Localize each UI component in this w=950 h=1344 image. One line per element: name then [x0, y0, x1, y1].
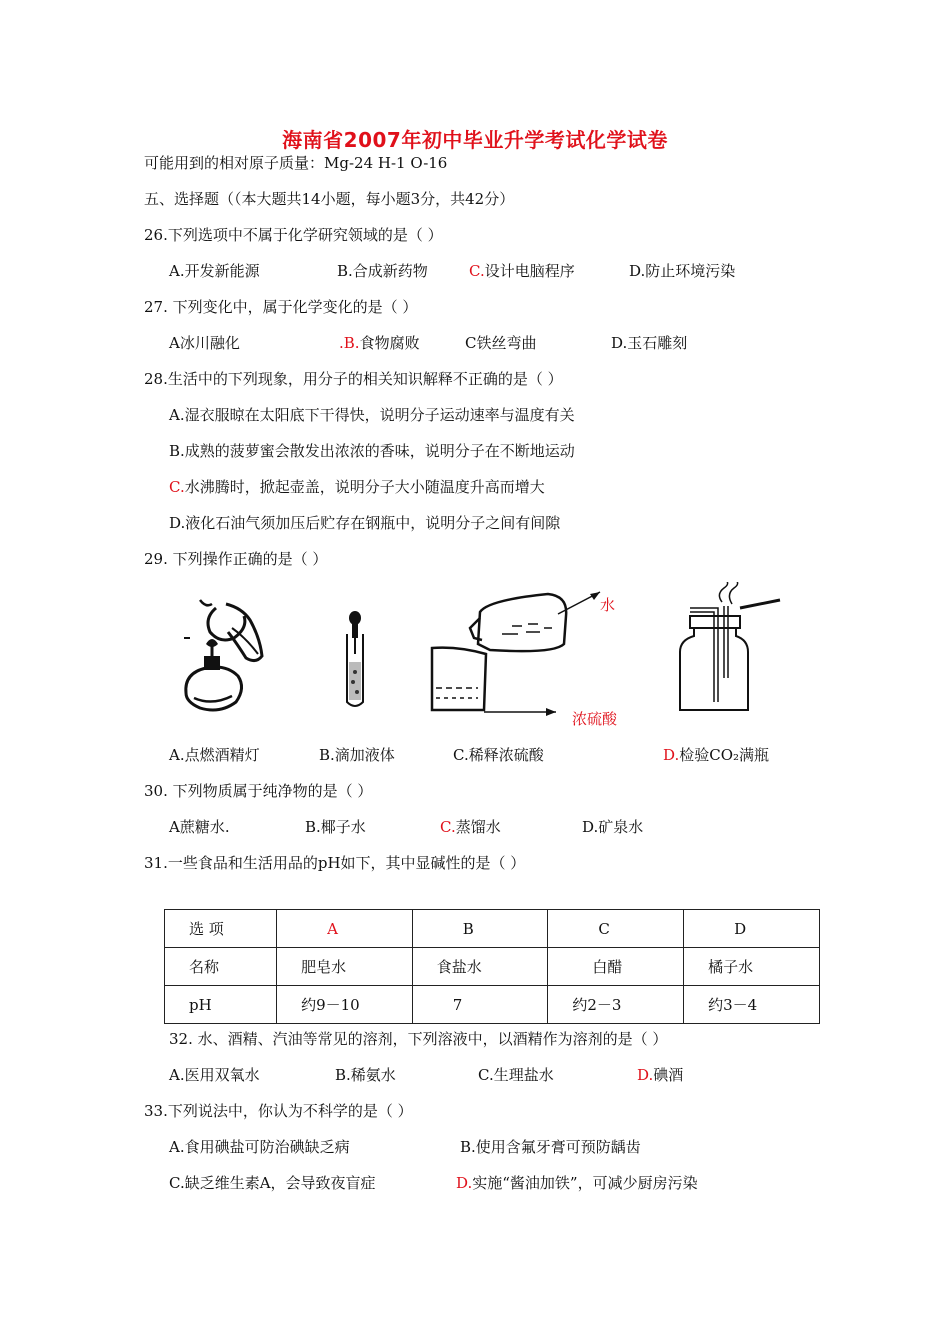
- q30-option-b: B.椰子水: [305, 818, 366, 836]
- q32-option-a: A.医用双氧水: [169, 1066, 260, 1084]
- page-title: 海南省2007年初中毕业升学考试化学试卷: [282, 128, 668, 152]
- question-31-stem: 31.一些食品和生活用品的pH如下，其中显碱性的是（ ）: [144, 854, 526, 872]
- q29-option-a: A.点燃酒精灯: [169, 746, 260, 764]
- atomic-masses: 可能用到的相对原子质量：Mg-24 H-1 O-16: [144, 154, 448, 172]
- ph-table: [164, 909, 820, 1024]
- question-26-stem: 26.下列选项中不属于化学研究领域的是（ ）: [144, 226, 443, 244]
- q26-option-b: B.合成新药物: [337, 262, 428, 280]
- table-row: [165, 910, 820, 948]
- question-28-stem: 28.生活中的下列现象，用分子的相关知识解释不正确的是（ ）: [144, 370, 563, 388]
- col-c-letter: C: [548, 910, 684, 948]
- section-heading: 五、选择题（（本大题共14小题，每小题3分，共42分）: [144, 190, 515, 208]
- question-33-stem: 33.下列说法中，你认为不科学的是（ ）: [144, 1102, 413, 1120]
- col-a-letter: A: [277, 910, 413, 948]
- name-a: 肥皂水: [277, 948, 413, 986]
- q30-option-c: C.蒸馏水: [440, 818, 501, 836]
- q30-option-a: A蔗糖水.: [169, 818, 230, 836]
- table-row: [165, 986, 820, 1024]
- figure-a-lighting-lamp: [176, 598, 280, 718]
- name-d: 橘子水: [684, 948, 820, 986]
- label-concentrated-sulfuric-acid: 浓硫酸: [572, 710, 618, 728]
- q29-option-b: B.滴加液体: [319, 746, 395, 764]
- figure-d-co2-test: [672, 582, 784, 712]
- row-label-ph: pH: [165, 986, 277, 1024]
- name-c: 白醋: [548, 948, 684, 986]
- q27-option-a: A冰川融化: [169, 334, 240, 352]
- q32-option-d: D.碘酒: [637, 1066, 684, 1084]
- q28-option-d: D.液化石油气须加压后贮存在钢瓶中，说明分子之间有间隙: [169, 514, 561, 532]
- q33-option-b: B.使用含氟牙膏可预防龋齿: [460, 1138, 641, 1156]
- question-30-stem: 30. 下列物质属于纯净物的是（ ）: [144, 782, 373, 800]
- label-water: 水: [600, 596, 616, 614]
- ph-b: 7: [412, 986, 548, 1024]
- figure-c-diluting-acid: [428, 588, 668, 730]
- q33-option-a: A.食用碘盐可防治碘缺乏病: [169, 1138, 350, 1156]
- col-b-letter: B: [412, 910, 548, 948]
- question-29-stem: 29. 下列操作正确的是（ ）: [144, 550, 328, 568]
- figure-b-dropper: [340, 610, 370, 710]
- row-label-option: 选 项: [165, 910, 277, 948]
- row-label-name: 名称: [165, 948, 277, 986]
- q33-option-d: D.实施“酱油加铁”，可减少厨房污染: [456, 1174, 698, 1192]
- ph-c: 约2－3: [548, 986, 684, 1024]
- q30-option-d: D.矿泉水: [582, 818, 644, 836]
- col-d-letter: D: [684, 910, 820, 948]
- answer-letter: C.: [169, 478, 185, 496]
- answer-letter: C.: [440, 818, 456, 836]
- q27-option-b: .B.食物腐败: [339, 334, 420, 352]
- q28-option-c: C.水沸腾时，掀起壶盖，说明分子大小随温度升高而增大: [169, 478, 545, 496]
- ph-d: 约3－4: [684, 986, 820, 1024]
- question-32-stem: 32. 水、酒精、汽油等常见的溶剂，下列溶液中，以酒精作为溶剂的是（ ）: [169, 1030, 668, 1048]
- q26-option-d: D.防止环境污染: [629, 262, 736, 280]
- ph-a: 约9－10: [277, 986, 413, 1024]
- answer-letter: D.: [663, 746, 680, 764]
- q29-option-c: C.稀释浓硫酸: [453, 746, 544, 764]
- q26-option-c: C.设计电脑程序: [469, 262, 575, 280]
- q33-option-c: C.缺乏维生素A，会导致夜盲症: [169, 1174, 376, 1192]
- q27-option-d: D.玉石雕刻: [611, 334, 688, 352]
- table-row: [165, 948, 820, 986]
- answer-letter: C.: [469, 262, 485, 280]
- q32-option-c: C.生理盐水: [478, 1066, 554, 1084]
- q26-option-a: A.开发新能源: [169, 262, 260, 280]
- answer-letter: D.: [637, 1066, 654, 1084]
- q27-option-c: C铁丝弯曲: [465, 334, 537, 352]
- q28-option-a: A.湿衣服晾在太阳底下干得快，说明分子运动速率与温度有关: [169, 406, 575, 424]
- question-27-stem: 27. 下列变化中，属于化学变化的是（ ）: [144, 298, 418, 316]
- answer-letter: .B.: [339, 334, 360, 352]
- q29-option-d: D.检验CO₂满瓶: [663, 746, 770, 764]
- name-b: 食盐水: [412, 948, 548, 986]
- q28-option-b: B.成熟的菠萝蜜会散发出浓浓的香味，说明分子在不断地运动: [169, 442, 575, 460]
- q32-option-b: B.稀氨水: [335, 1066, 396, 1084]
- answer-letter: D.: [456, 1174, 473, 1192]
